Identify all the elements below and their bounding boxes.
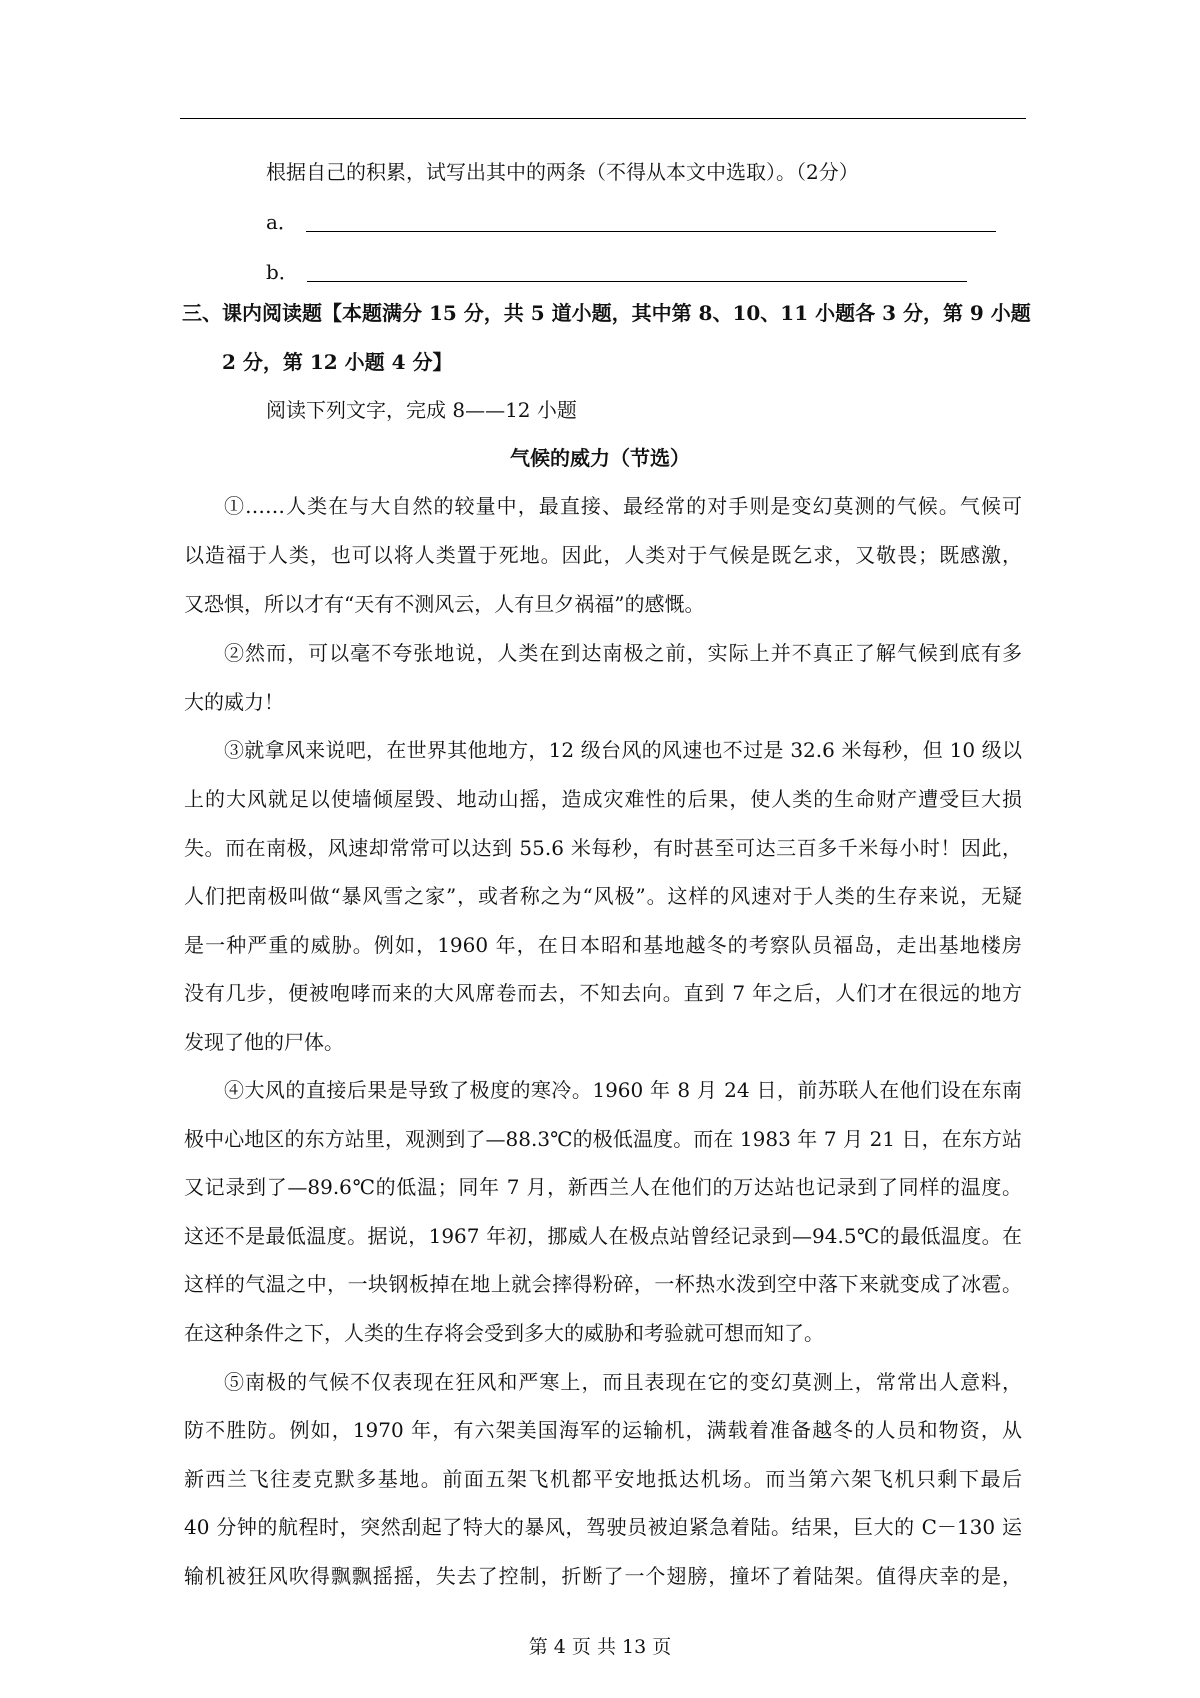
answer-a-label: a． — [266, 210, 298, 234]
paragraph-line: ⑤南极的气候不仅表现在狂风和严寒上，而且表现在它的变幻莫测上，常常出人意料， — [224, 1370, 1022, 1394]
section-heading: 三、课内阅读题【本题满分 15 分，共 5 道小题，其中第 8、10、11 小题各 3 分，第 9 小题 — [182, 301, 1031, 325]
article-title: 气候的威力（节选） — [510, 446, 690, 470]
paragraph-line: ②然而，可以毫不夸张地说，人类在到达南极之前，实际上并不真正了解气候到底有多 — [224, 641, 1022, 665]
paragraph-line: 又记录到了—89.6℃的低温；同年 7 月，新西兰人在他们的万达站也记录到了同样的温度。 — [184, 1175, 1022, 1199]
paragraph-line: 又恐惧，所以才有“天有不测风云，人有旦夕祸福”的感慨。 — [184, 592, 705, 616]
answer-b-label: b． — [266, 260, 299, 284]
paragraph-line: 发现了他的尸体。 — [184, 1030, 344, 1054]
answer-b-blank[interactable] — [307, 263, 967, 282]
paragraph-line: 输机被狂风吹得飘飘摇摇，失去了控制，折断了一个翅膀，撞坏了着陆架。值得庆幸的是， — [184, 1564, 1022, 1588]
reading-instruction: 阅读下列文字，完成 8——12 小题 — [266, 398, 577, 422]
paragraph-line: 这样的气温之中，一块钢板掉在地上就会摔得粉碎，一杯热水泼到空中落下来就变成了冰雹。 — [184, 1272, 1022, 1296]
paragraph-line: ④大风的直接后果是导致了极度的寒冷。1960 年 8 月 24 日，前苏联人在他们设在东南 — [224, 1078, 1022, 1102]
paragraph-line: ③就拿风来说吧，在世界其他地方，12 级台风的风速也不过是 32.6 米每秒，但 10 级以 — [224, 738, 1022, 762]
paragraph-line: 这还不是最低温度。据说，1967 年初，挪威人在极点站曾经记录到—94.5℃的最低温度。在 — [184, 1224, 1022, 1248]
header-rule — [180, 118, 1026, 119]
paragraph-line: 人们把南极叫做“暴风雪之家”，或者称之为“风极”。这样的风速对于人类的生存来说，无疑 — [184, 884, 1022, 908]
answer-line-a[interactable] — [266, 212, 996, 232]
page-number: 第 4 页 共 13 页 — [528, 1636, 672, 1658]
question-prompt: 根据自己的积累，试写出其中的两条（不得从本文中选取）。（2分） — [266, 160, 859, 184]
section-heading-continued: 2 分，第 12 小题 4 分】 — [222, 350, 453, 374]
paragraph-line: 是一种严重的威胁。例如，1960 年，在日本昭和基地越冬的考察队员福岛，走出基地楼房 — [184, 933, 1022, 957]
paragraph-line: 以造福于人类，也可以将人类置于死地。因此，人类对于气候是既乞求，又敬畏；既感激， — [184, 543, 1022, 567]
paragraph-line: 失。而在南极，风速却常常可以达到 55.6 米每秒，有时甚至可达三百多千米每小时！因此， — [184, 836, 1022, 860]
paragraph-line: 极中心地区的东方站里，观测到了—88.3℃的极低温度。而在 1983 年 7 月 21 日，在东方站 — [184, 1127, 1022, 1151]
answer-line-b[interactable] — [266, 262, 967, 282]
paragraph-line: 上的大风就足以使墙倾屋毁、地动山摇，造成灾难性的后果，使人类的生命财产遭受巨大损 — [184, 787, 1022, 811]
answer-a-blank[interactable] — [306, 213, 996, 232]
paragraph-line: 大的威力！ — [184, 690, 284, 714]
paragraph-line: 40 分钟的航程时，突然刮起了特大的暴风，驾驶员被迫紧急着陆。结果，巨大的 C－130 运 — [184, 1515, 1022, 1539]
paragraph-line: 在这种条件之下，人类的生存将会受到多大的威胁和考验就可想而知了。 — [184, 1321, 824, 1345]
paragraph-line: 新西兰飞往麦克默多基地。前面五架飞机都平安地抵达机场。而当第六架飞机只剩下最后 — [184, 1467, 1022, 1491]
paragraph-line: 没有几步，便被咆哮而来的大风席卷而去，不知去向。直到 7 年之后，人们才在很远的地方 — [184, 981, 1022, 1005]
paragraph-line: 防不胜防。例如，1970 年，有六架美国海军的运输机，满载着准备越冬的人员和物资，从 — [184, 1418, 1022, 1442]
paragraph-line: ①……人类在与大自然的较量中，最直接、最经常的对手则是变幻莫测的气候。气候可 — [224, 494, 1022, 518]
